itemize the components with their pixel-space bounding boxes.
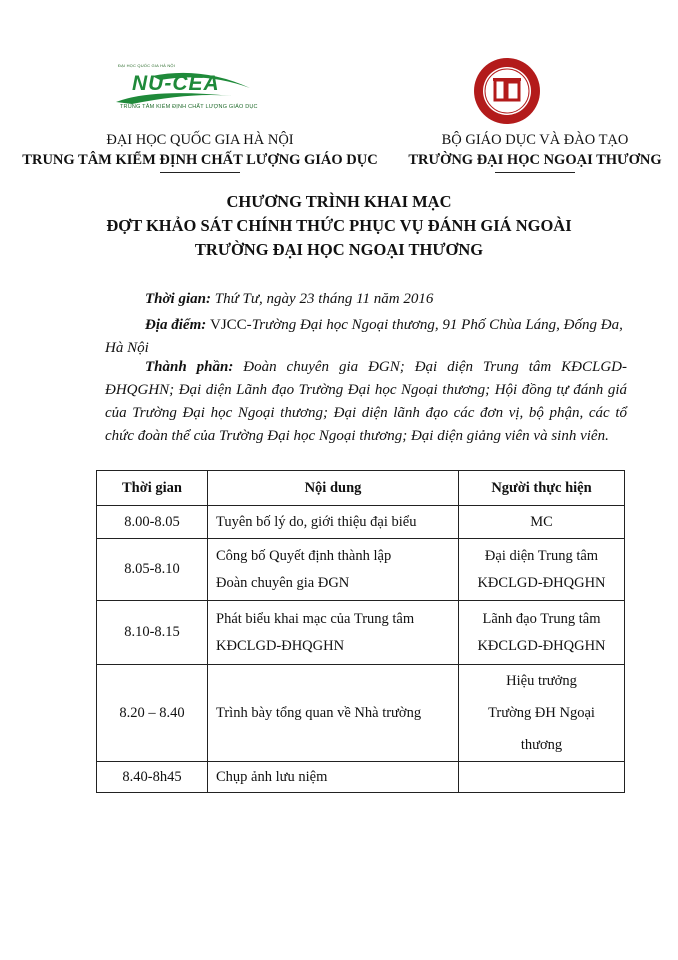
org-right-line1: BỘ GIÁO DỤC VÀ ĐÀO TẠO <box>441 132 629 148</box>
header-person: Người thực hiện <box>459 471 625 506</box>
row-person <box>459 665 625 762</box>
org-left-line2: TRUNG TÂM KIỂM ĐỊNH CHẤT LƯỢNG GIÁO DỤC <box>22 152 378 168</box>
org-left-block <box>20 130 380 173</box>
table-row <box>97 601 625 665</box>
ftu-emblem <box>472 56 542 126</box>
row-person-line: KĐCLGD-ĐHQGHN <box>477 637 606 654</box>
row-person-line: Lãnh đạo Trung tâm <box>482 610 601 627</box>
row-time: 8.00-8.05 <box>97 506 208 539</box>
org-right-block <box>380 130 678 173</box>
row-content <box>208 665 459 762</box>
nu-cea-logo <box>112 58 262 118</box>
place-prefix: VJCC- <box>210 317 252 333</box>
table-row <box>97 762 625 793</box>
time-label: Thời gian: <box>145 291 211 307</box>
table-row <box>97 665 625 762</box>
header-time: Thời gian <box>97 471 208 506</box>
title-line1: CHƯƠNG TRÌNH KHAI MẠC <box>226 192 452 211</box>
org-left-underline <box>160 172 240 173</box>
org-right-line2: TRƯỜNG ĐẠI HỌC NGOẠI THƯƠNG <box>408 152 662 168</box>
time-info <box>145 288 433 311</box>
schedule-table <box>96 470 625 793</box>
row-person-line: MC <box>530 513 553 530</box>
row-person-line: KĐCLGD-ĐHQGHN <box>477 574 606 591</box>
time-value: Thứ Tư, ngày 23 tháng 11 năm 2016 <box>214 291 434 307</box>
row-content <box>208 762 459 793</box>
row-person <box>459 762 625 793</box>
table-header-row <box>97 471 625 506</box>
ftu-seal-icon <box>472 56 542 126</box>
table-row <box>97 506 625 539</box>
table-row <box>97 539 625 601</box>
document-title <box>0 190 678 262</box>
row-time: 8.10-8.15 <box>97 601 208 665</box>
row-person <box>459 506 625 539</box>
title-line3: TRƯỜNG ĐẠI HỌC NGOẠI THƯƠNG <box>194 240 484 259</box>
row-time: 8.20 – 8.40 <box>97 665 208 762</box>
header-content: Nội dung <box>208 471 459 506</box>
participants-label: Thành phần: <box>145 359 234 375</box>
row-time: 8.40-8h45 <box>97 762 208 793</box>
row-content <box>208 539 459 601</box>
place-value: Trường Đại học Ngoại thương, 91 Phố Chùa Láng, Đống Đa, Hà Nội <box>105 317 623 356</box>
org-left-line1: ĐẠI HỌC QUỐC GIA HÀ NỘI <box>106 132 294 148</box>
row-content-line: KĐCLGD-ĐHQGHN <box>216 637 345 654</box>
row-content-line: Trình bày tổng quan về Nhà trường <box>216 704 422 721</box>
logo-brand-text: NU-CEA <box>132 72 220 95</box>
row-content-line: Công bố Quyết định thành lập <box>216 547 392 564</box>
row-content-line: Phát biểu khai mạc của Trung tâm <box>216 610 415 627</box>
row-content-line: Tuyên bố lý do, giới thiệu đại biểu <box>216 513 417 530</box>
title-line2: ĐỢT KHẢO SÁT CHÍNH THỨC PHỤC VỤ ĐÁNH GIÁ NGOÀI <box>106 216 572 235</box>
row-person <box>459 539 625 601</box>
row-content-line: Đoàn chuyên gia ĐGN <box>216 574 350 591</box>
row-person-line: Hiệu trưởng <box>506 673 577 689</box>
participants-info <box>105 356 627 448</box>
row-content <box>208 601 459 665</box>
row-content <box>208 506 459 539</box>
row-time: 8.05-8.10 <box>97 539 208 601</box>
row-person <box>459 601 625 665</box>
logo-tiny-text: ĐẠI HỌC QUỐC GIA HÀ NỘI <box>118 63 176 68</box>
participants-value: Đoàn chuyên gia ĐGN; Đại diện Trung tâm KĐCLGD-ĐHQGHN; Đại diện Lãnh đạo Trường Đại học Ngoại thương; Hội đồng tự đánh giá của Trường Đại học Ngoại thương; Đại diện lãnh đạo các đơn vị, bộ phận, các tổ chức đoàn thể của Trường Đại học Ngoại thương; Đại diện giảng viên và sinh viên. <box>105 359 628 444</box>
row-content-line: Chụp ảnh lưu niệm <box>216 768 328 785</box>
org-right-underline <box>495 172 575 173</box>
row-person-line: Trường ĐH Ngoại thương <box>488 705 595 753</box>
place-info <box>105 314 625 360</box>
place-label: Địa điểm: <box>145 317 207 333</box>
row-person-line: Đại diện Trung tâm <box>484 547 599 564</box>
logo-subline-text: TRUNG TÂM KIỂM ĐỊNH CHẤT LƯỢNG GIÁO DỤC <box>120 104 258 110</box>
